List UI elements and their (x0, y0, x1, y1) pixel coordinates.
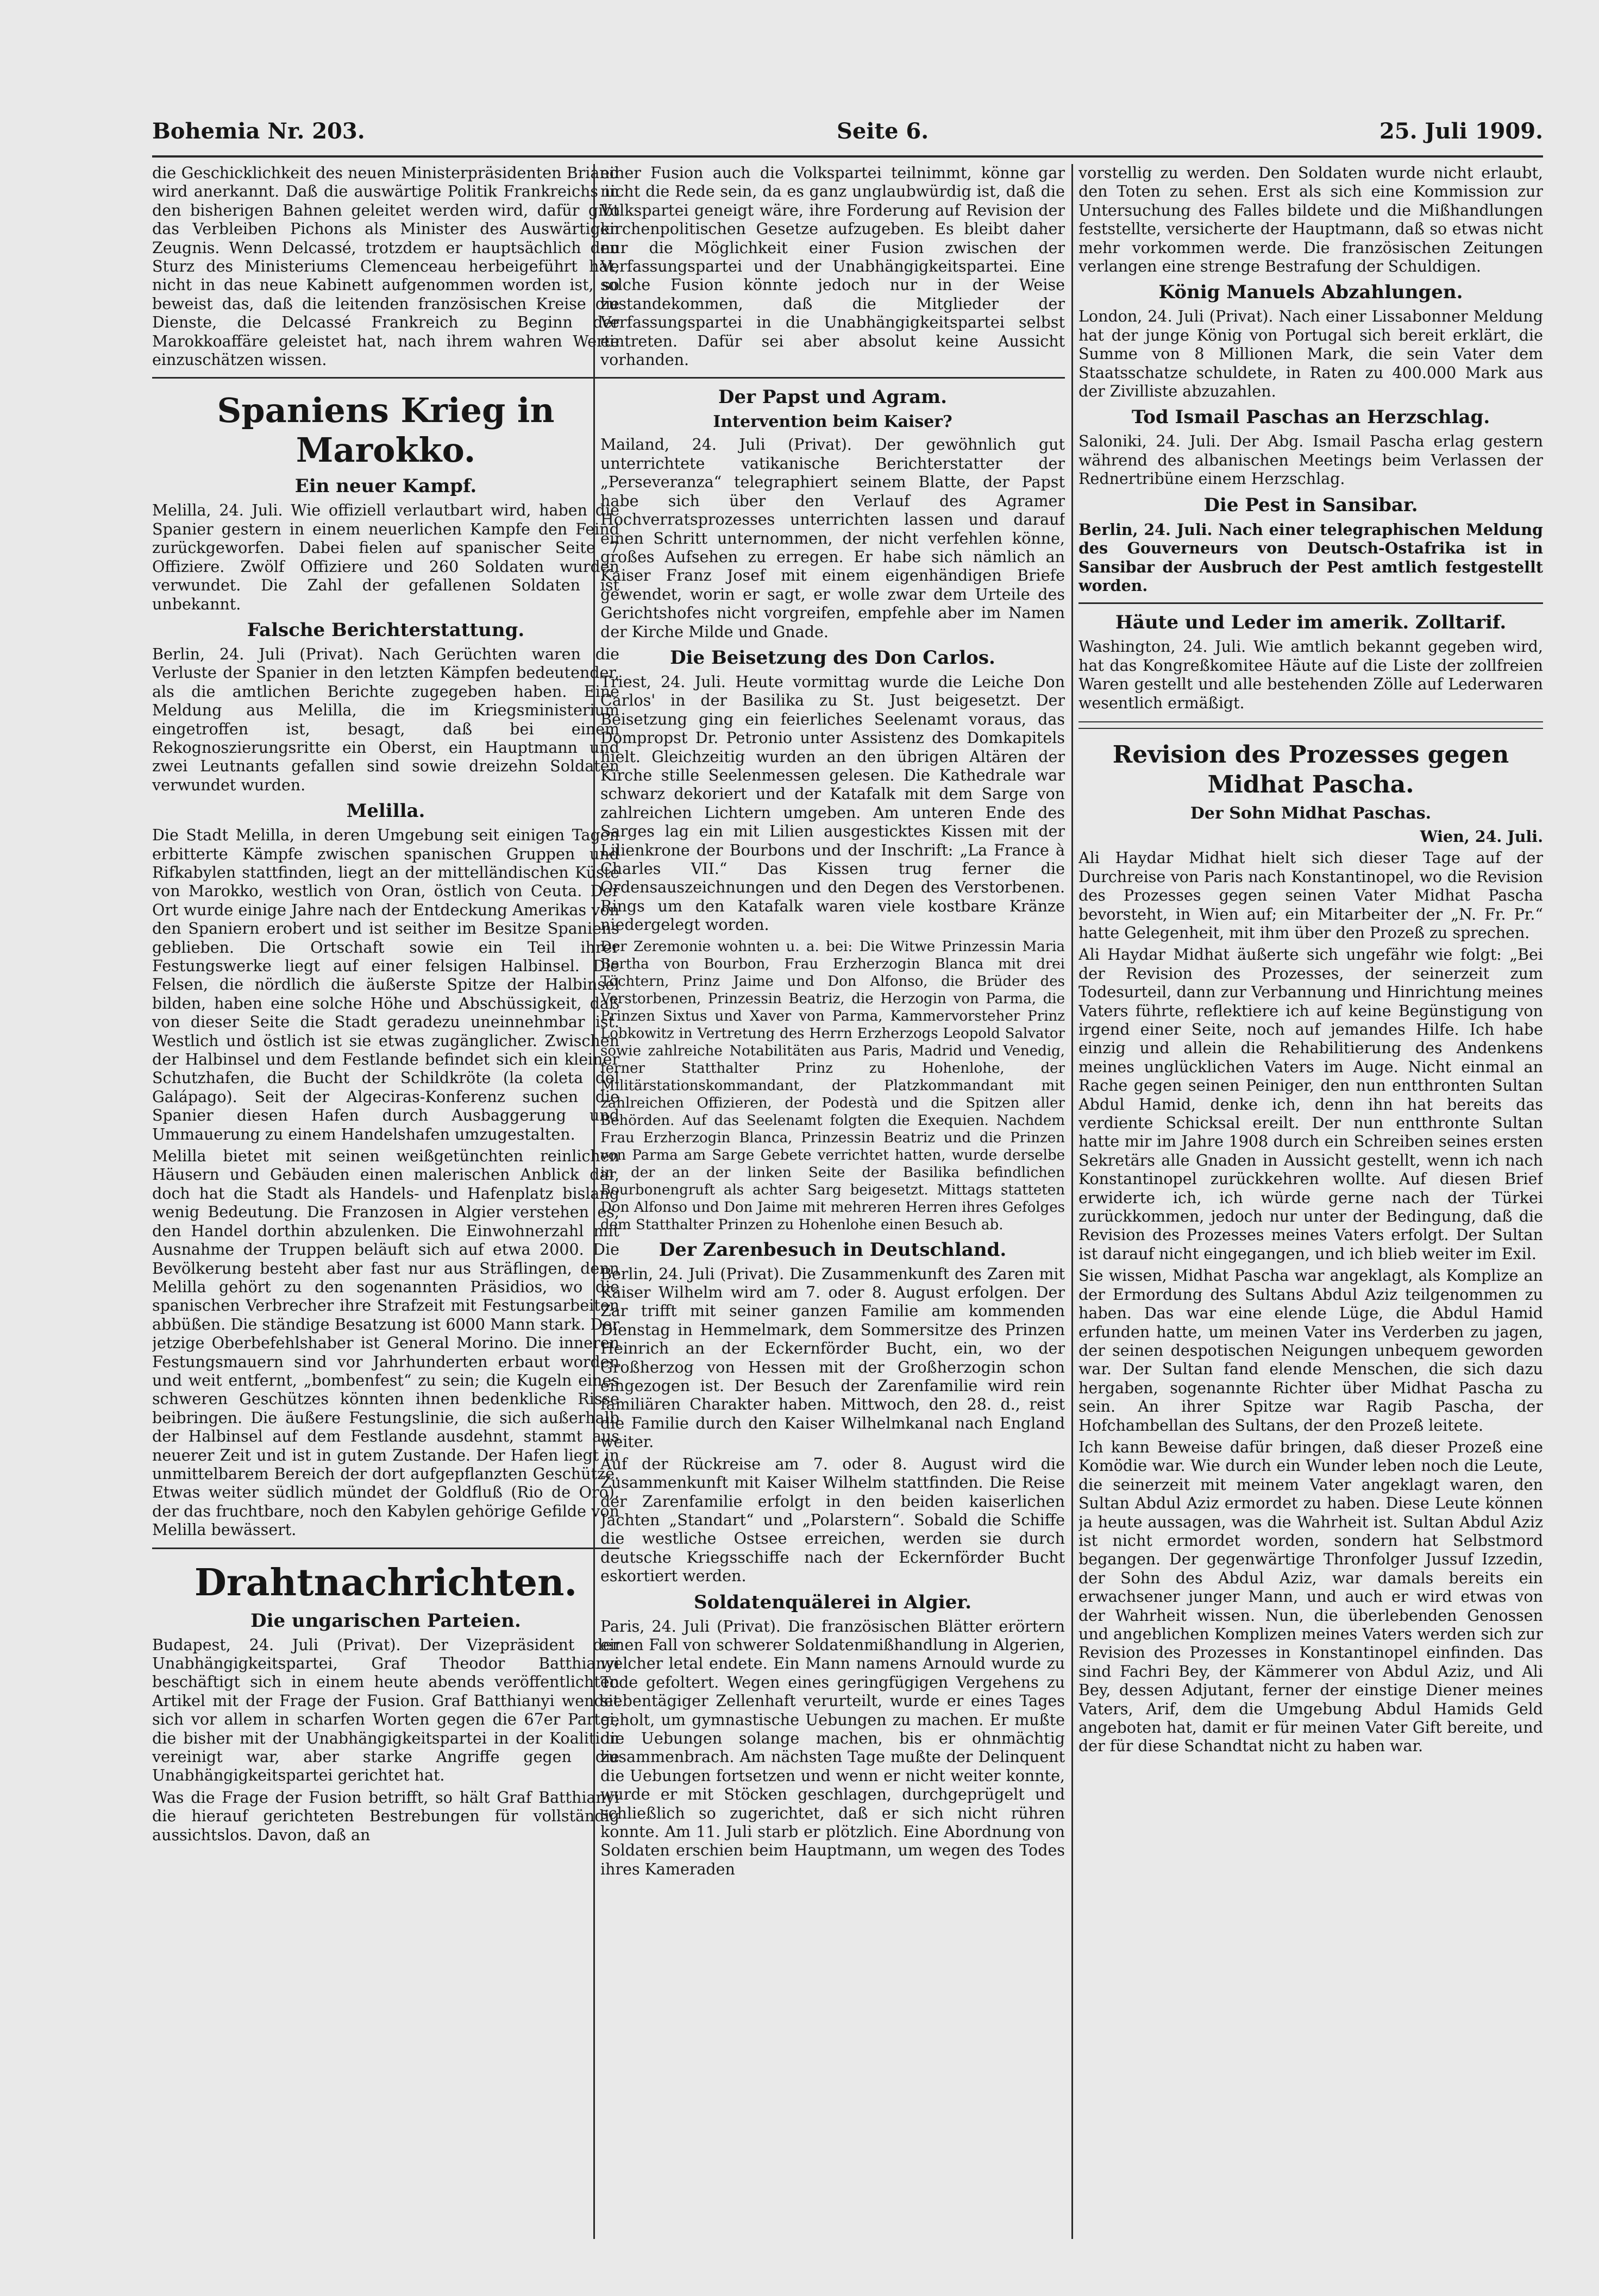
header-left: Bohemia Nr. 203. (152, 118, 365, 144)
ungar-paragraph-1: Budapest, 24. Juli (Privat). Der Vizepräsident der Unabhängigkeitspartei, Graf Theodor Batthianyi beschäftigt sich in einem heute abends veröffentlichten Artikel mit der Frage der Fusion. Graf Batthianyi wendet sich vor allem in scharfen Worten gegen die 67er Partei, die bisher mit der Unabhängigkeitspartei in der Koalition vereinigt war, aber starke Angriffe gegen die Unabhängigkeitspartei gerichtet hat. (152, 1635, 619, 1785)
kampf-text: Melilla, 24. Juli. Wie offiziell verlautbart wird, haben die Spanier gestern in einem neuerlichen Kampfe den Feind zurückgeworfen. Dabei fielen auf spanischer Seite 7 Offiziere. Zwölf Offiziere und 260 Soldaten wurden verwundet. Die Zahl der gefallenen Soldaten ist unbekannt. (152, 501, 619, 613)
carlos-heading: Die Beisetzung des Don Carlos. (670, 646, 995, 669)
midhat-paragraph-1: Ali Haydar Midhat hielt sich dieser Tage auf der Durchreise von Paris nach Konstantinopel, wo die Revision des Prozesses gegen seinen Vater Midhat Pascha bevorsteht, in Wien auf; ein Mitarbeiter der „N. Fr. Pr.“ hatte Gelegenheit, mit ihm über den Prozeß zu sprechen. (1078, 849, 1543, 942)
algier-heading: Soldatenquälerei in Algier. (693, 1591, 972, 1613)
papst-subheading: Intervention beim Kaiser? (713, 412, 952, 432)
algier-text: Paris, 24. Juli (Privat). Die französischen Blätter erörtern einen Fall von schwerer Soldatenmißhandlung in Algerien, welcher letal endete. Ein Mann namens Arnould wurde zu Tode gefoltert. Wegen eines geringfügigen Vergehens zu siebentägiger Zellenhaft verurteilt, wurde er eines Tages geholt, um gymnastische Uebungen zu machen. Er mußte die Uebungen solange machen, bis er ohnmächtig zusammenbrach. Am nächsten Tage mußte der Delinquent die Uebungen fortsetzen und wenn er nicht weiter konnte, wurde er mit Stöcken geschlagen, durchgeprügelt und schließlich so zugerichtet, daß er sich nicht rühren konnte. Am 11. Juli starb er plötzlich. Eine Abordnung von Soldaten erschien beim Hauptmann, um wegen des Todes ihres Kameraden (600, 1617, 1065, 1878)
haeute-heading: Häute und Leder im amerik. Zolltarif. (1115, 612, 1507, 634)
midhat-paragraph-2: Ali Haydar Midhat äußerte sich ungefähr wie folgt: „Bei der Revision des Prozesses, der seinerzeit zum Todesurteil, dann zur Verbannung und Hinrichtung meines Vaters führte, reflektiere ich auf keine Begünstigung von irgend einer Seite, noch auf jemandes Hilfe. Ich habe einzig und allein die Rehabilitierung des Andenkens meines unglücklichen Vaters im Auge. Nicht einmal an Rache gegen seinen Peiniger, den nun entthronten Sultan Abdul Hamid, denke ich, denn ihn hat bereits das verdiente Schicksal ereilt. Der nun entthronte Sultan hatte mir im Jahre 1908 durch ein Schreiben seines ersten Sekretärs alle Gnaden in Aussicht gestellt, wenn ich nach Konstantinopel zurückkehren wollte. Auf diesen Brief erwiderte ich, ich würde gerne nach der Türkei zurückkommen, jedoch nur unter der Bedingung, daß die Revision des Prozesses meines Vaters erfolgt. Der Sultan ist darauf nicht eingegangen, und ich blieb weiter im Exil. (1078, 946, 1543, 1263)
haeute-text: Washington, 24. Juli. Wie amtlich bekannt gegeben wird, hat das Kongreßkomitee Häute auf die Liste der zollfreien Waren gestellt und alle bestehenden Zölle auf Lederwaren wesentlich ermäßigt. (1078, 638, 1543, 712)
divider (1078, 602, 1543, 604)
column-rule-2 (1071, 164, 1073, 2239)
zaren-heading: Der Zarenbesuch in Deutschland. (659, 1238, 1007, 1261)
ungar-heading: Die ungarischen Parteien. (250, 1609, 521, 1632)
carlos-paragraph-2: Der Zeremonie wohnten u. a. bei: Die Witwe Prinzessin Maria Bertha von Bourbon, Frau Erzherzogin Blanca mit drei Töchtern, Prinz Jaime und Don Alfonso, die Brüder des Verstorbenen, Prinzessin Beatriz, die Herzogin von Parma, die Prinzen Sixtus und Xaver von Parma, Kammervorsteher Prinz Lobkowitz in Vertretung des Herrn Erzherzogs Leopold Salvator sowie zahlreiche Notabilitäten aus Paris, Madrid und Venedig, ferner Statthalter Prinz zu Hohenlohe, der Militärstationskommandant, der Platzkommandant mit zahlreichen Offizieren, der Podestà und die Spitzen aller Behörden. Auf das Seelenamt folgten die Exequien. Nachdem Frau Erzherzogin Blanca, Prinzessin Beatriz und die Prinzen von Parma am Sarge Gebete verrichtet hatten, wurde derselbe in der an der linken Seite der Basilika befindlichen Bourbonengruft als achter Sarg beigesetzt. Mittags statteten Don Alfonso und Don Jaime mit mehreren Herren ihres Gefolges dem Statthalter Prinzen zu Hohenlohe einen Besuch ab. (600, 938, 1065, 1233)
manuel-text: London, 24. Juli (Privat). Nach einer Lissabonner Meldung hat der junge König von Portugal sich bereit erklärt, die Summe von 8 Millionen Mark, die sein Vater dem Staatsschatze schuldete, in Raten zu 400.000 Mark aus der Zivilliste abzuzahlen. (1078, 307, 1543, 401)
divider (152, 1548, 619, 1549)
ungar-paragraph-2: Was die Frage der Fusion betrifft, so hält Graf Batthianyi die hierauf gerichteten Bestrebungen für vollständig aussichtslos. Davon, daß an (152, 1788, 619, 1844)
column-2 (600, 164, 1065, 2239)
carlos-paragraph-1: Triest, 24. Juli. Heute vormittag wurde die Leiche Don Carlos' in der Basilika zu St. Just beigesetzt. Der Beisetzung ging ein feierliches Seelenamt voraus, das Dompropst Dr. Petronio unter Assistenz des Domkapitels hielt. Gleichzeitig wurden an den übrigen Altären der Kirche stille Seelenmessen gelesen. Die Kathedrale war schwarz dekoriert und der Katafalk mit dem Sarge von zahlreichen Lichtern umgeben. Am unteren Ende des Sarges lag ein mit Lilien ausgesticktes Kissen mit der Lilienkrone der Bourbons und der Inschrift: „La France à Charles VII.“ Das Kissen trug ferner die Ordensauszeichnungen und den Degen des Verstorbenen. Rings um den Katafalk waren viele kostbare Kränze niedergelegt worden. (600, 672, 1065, 934)
melilla-paragraph-2: Melilla bietet mit seinen weißgetünchten reinlichen Häusern und Gebäuden einen malerischen Anblick dar, doch hat die Stadt als Handels- und Hafenplatz bislang wenig Bedeutung. Die Franzosen in Algier verstehen es, den Handel dorthin abzulenken. Die Einwohnerzahl mit Ausnahme der Truppen beläuft sich auf etwa 2000. Die Bevölkerung besteht aber fast nur aus Sträflingen, denn Melilla gehört zu den sogenannten Präsidios, wo die spanischen Verbrecher ihre Strafzeit mit Festungsarbeiten abbüßen. Die ständige Besatzung ist 6000 Mann stark. Der jetzige Oberbefehlshaber ist General Morino. Die inneren Festungsmauern sind vor Jahrhunderten erbaut worden und weit entfernt, „bombenfest“ zu sein; die Kugeln eines schweren Geschützes könnten ihnen bedenkliche Risse beibringen. Die äußere Festungslinie, die sich außerhalb der Halbinsel auf dem Festlande ausdehnt, stammt aus neuerer Zeit und ist in gutem Zustande. Der Hafen liegt in unmittelbarem Bereich der dort aufgepflanzten Geschütze. Etwas weiter südlich mündet der Goldfluß (Rio de Oro), der das fruchtbare, noch den Kabylen gehörige Gefilde von Melilla bewässert. (152, 1147, 619, 1539)
falsche-heading: Falsche Berichterstattung. (247, 619, 525, 641)
newspaper-page (109, 103, 1543, 2254)
zaren-paragraph-2: Auf der Rückreise am 7. oder 8. August wird die Zusammenkunft mit Kaiser Wilhelm stattfinden. Die Reise der Zarenfamilie erfolgt in den beiden kaiserlichen Jachten „Standart“ und „Polarstern“. Sobald die Schiffe die westliche Ostsee erreichen, werden sie durch deutsche Kriegsschiffe nach der Eckernförder Bucht eskortiert werden. (600, 1455, 1065, 1586)
double-divider (1078, 721, 1543, 729)
falsche-text: Berlin, 24. Juli (Privat). Nach Gerüchten waren die Verluste der Spanier in den letzten Kämpfen bedeutender, als die amtlichen Berichte zugegeben haben. Eine Meldung aus Melilla, die im Kriegsministerium eingetroffen ist, besagt, daß bei einem Rekognoszierungsritte ein Oberst, ein Hauptmann und zwei Leutnants gefallen sind sowie dreizehn Soldaten verwundet wurden. (152, 645, 619, 794)
divider (152, 377, 619, 379)
midhat-paragraph-4: Ich kann Beweise dafür bringen, daß dieser Prozeß eine Komödie war. Wie durch ein Wunder leben noch die Leute, die seinerzeit mit meinem Vater angeklagt waren, den Sultan Abdul Aziz ermordet zu haben. Diese Leute können ja heute aussagen, was die Wahrheit ist. Sultan Abdul Aziz ist nicht ermordet worden, sondern hat Selbstmord begangen. Der gegenwärtige Thronfolger Jussuf Izzedin, der Sohn des Abdul Aziz, war damals bereits ein erwachsener junger Mann, und auch er wird etwas von der Wahrheit wissen. Nun, die überlebenden Genossen und angeblichen Komplizen meines Vaters werden sich zur Revision des Prozesses in Konstantinopel einfinden. Das sind Fachri Bey, der Kämmerer von Abdul Aziz, und Ali Bey, dessen Adjutant, ferner der einstige Diener meines Vaters, Arif, dem die Umgebung Abdul Hamids Geld angeboten hat, damit er für meinen Vater Gift bereite, und der für diese Schandtat nicht zu haben war. (1078, 1438, 1543, 1756)
pest-text: Berlin, 24. Juli. Nach einer telegraphischen Meldung des Gouverneurs von Deutsch-Ostafrika ist in Sansibar der Ausbruch der Pest amtlich festgestellt worden. (1078, 520, 1543, 595)
papst-heading: Der Papst und Agram. (718, 386, 947, 408)
header-right: 25. Juli 1909. (1379, 118, 1543, 144)
pest-heading: Die Pest in Sansibar. (1203, 494, 1418, 516)
column-1 (152, 164, 619, 2244)
melilla-heading: Melilla. (346, 800, 425, 822)
midhat-headline-2: Midhat Pascha. (1207, 770, 1414, 798)
ismail-text: Saloniki, 24. Juli. Der Abg. Ismail Pascha erlag gestern während des albanischen Meetings beim Verlassen der Rednertribüne einem Herzschlag. (1078, 432, 1543, 488)
algier-continuation: vorstellig zu werden. Den Soldaten wurde nicht erlaubt, den Toten zu sehen. Erst als sich eine Kommission zur Untersuchung des Falles bildete und die Mißhandlungen feststellte, versicherte der Hauptmann, daß so etwas nicht mehr vorkommen werde. Die französischen Zeitungen verlangen eine strenge Bestrafung der Schuldigen. (1078, 164, 1543, 276)
page-header (109, 113, 1543, 151)
midhat-paragraph-3: Sie wissen, Midhat Pascha war angeklagt, als Komplize an der Ermordung des Sultans Abdul Aziz teilgenommen zu haben. Das war eine elende Lüge, die Abdul Hamid erfunden hatte, um meinen Vater ins Verderben zu jagen, der seinen despotischen Neigungen unbequem geworden war. Der Sultan fand elende Menschen, die sich dazu hergaben, sogenannte Richter über Midhat Pascha zu sein. An ihrer Spitze war Ragib Pascha, der Hofchambellan des Sultans, der den Prozeß leitete. (1078, 1267, 1543, 1435)
melilla-paragraph-1: Die Stadt Melilla, in deren Umgebung seit einigen Tagen erbitterte Kämpfe zwischen spanischen Gruppen und Rifkabylen stattfinden, liegt an der mittelländischen Küste von Marokko, westlich von Oran, östlich von Ceuta. Der Ort wurde einige Jahre nach der Entdeckung Amerikas von den Spaniern erobert und ist seither im Besitze Spaniens geblieben. Die Ortschaft sowie ein Teil ihrer Festungswerke liegt auf einer felsigen Halbinsel. Die Felsen, die nördlich die äußerste Spitze der Halbinsel bilden, haben eine solche Höhe und Abschüssigkeit, daß von dieser Seite die Stadt geradezu uneinnehmbar ist. Westlich und östlich ist sie etwas zugänglicher. Zwischen der Halbinsel und dem Festlande befindet sich ein kleiner Schutzhafen, die Bucht der Schildkröte (la coleta del Galápago). Seit der Algeciras-Konferenz suchen die Spanier diesen Hafen durch Ausbaggerung und Ummauerung zu einem Handelshafen umzugestalten. (152, 826, 619, 1143)
kampf-heading: Ein neuer Kampf. (294, 475, 477, 498)
zaren-paragraph-1: Berlin, 24. Juli (Privat). Die Zusammenkunft des Zaren mit Kaiser Wilhelm wird am 7. oder 8. August erfolgen. Der Zar trifft mit seiner ganzen Familie am kommenden Dienstag in Hemmelmark, dem Sommersitze des Prinzen Heinrich an der Eckernförder Bucht, ein, wo der Großherzog von Hessen mit der Großherzogin schon eingezogen ist. Der Besuch der Zarenfamilie wird rein familiären Charakter haben. Mittwoch, den 28. d., reist die Familie durch den Kaiser Wilhelmkanal nach England weiter. (600, 1265, 1065, 1451)
header-rule (152, 155, 1543, 158)
spanien-headline: Spaniens Krieg in Marokko. (217, 391, 555, 470)
divider (600, 377, 1065, 379)
midhat-subheading: Der Sohn Midhat Paschas. (1190, 803, 1432, 823)
papst-text: Mailand, 24. Juli (Privat). Der gewöhnlich gut unterrichtete vatikanische Berichterstatter der „Perseveranza“ telegraphiert seinem Blatte, der Papst habe sich über den Verlauf des Agramer Hochverratsprozesses unterrichten lassen und darauf einen Schritt unternommen, der nicht verfehlen könne, großes Aufsehen zu erregen. Er habe sich nämlich an Kaiser Franz Josef mit einem eigenhändigen Briefe gewendet, worin er sagt, er wolle zwar dem Urteile des Gerichtshofes nicht vorgreifen, empfehle aber im Namen der Kirche Milde und Gnade. (600, 436, 1065, 641)
column-3 (1078, 164, 1543, 2239)
midhat-dateline: Wien, 24. Juli. (1420, 827, 1543, 846)
ismail-heading: Tod Ismail Paschas an Herzschlag. (1131, 406, 1490, 429)
header-center: Seite 6. (837, 118, 929, 144)
intro-paragraph: die Geschicklichkeit des neuen Ministerpräsidenten Briand wird anerkannt. Daß die auswärtige Politik Frankreichs in den bisherigen Bahnen geleitet werden wird, dafür gibt das Verbleiben Pichons als Minister des Auswärtigen Zeugnis. Wenn Delcassé, trotzdem er hauptsächlich den Sturz des Ministeriums Clemenceau herbeigeführt hat, nicht in das neue Kabinett aufgenommen worden ist, so beweist das, daß die leitenden französischen Kreise die Dienste, die Delcassé Frankreich zu Beginn der Marokkoaffäre geleistet hat, nach ihrem wahren Werte einzuschätzen wissen. (152, 164, 619, 369)
drahtnachrichten-headline: Drahtnachrichten. (194, 1561, 578, 1605)
manuel-heading: König Manuels Abzahlungen. (1158, 281, 1463, 304)
midhat-headline-1: Revision des Prozesses gegen (1112, 740, 1509, 769)
fusion-continuation: einer Fusion auch die Volkspartei teilnimmt, könne gar nicht die Rede sein, da es ganz unglaubwürdig ist, daß die Volkspartei geneigt wäre, ihre Forderung auf Revision der kirchenpolitischen Gesetze aufzugeben. Es bleibt daher nur die Möglichkeit einer Fusion zwischen der Verfassungspartei und der Unabhängigkeitspartei. Eine solche Fusion könnte jedoch nur in der Weise zustandekommen, daß die Mitglieder der Verfassungspartei in die Unabhängigkeitspartei selbst eintreten. Dafür sei aber absolut keine Aussicht vorhanden. (600, 164, 1065, 369)
